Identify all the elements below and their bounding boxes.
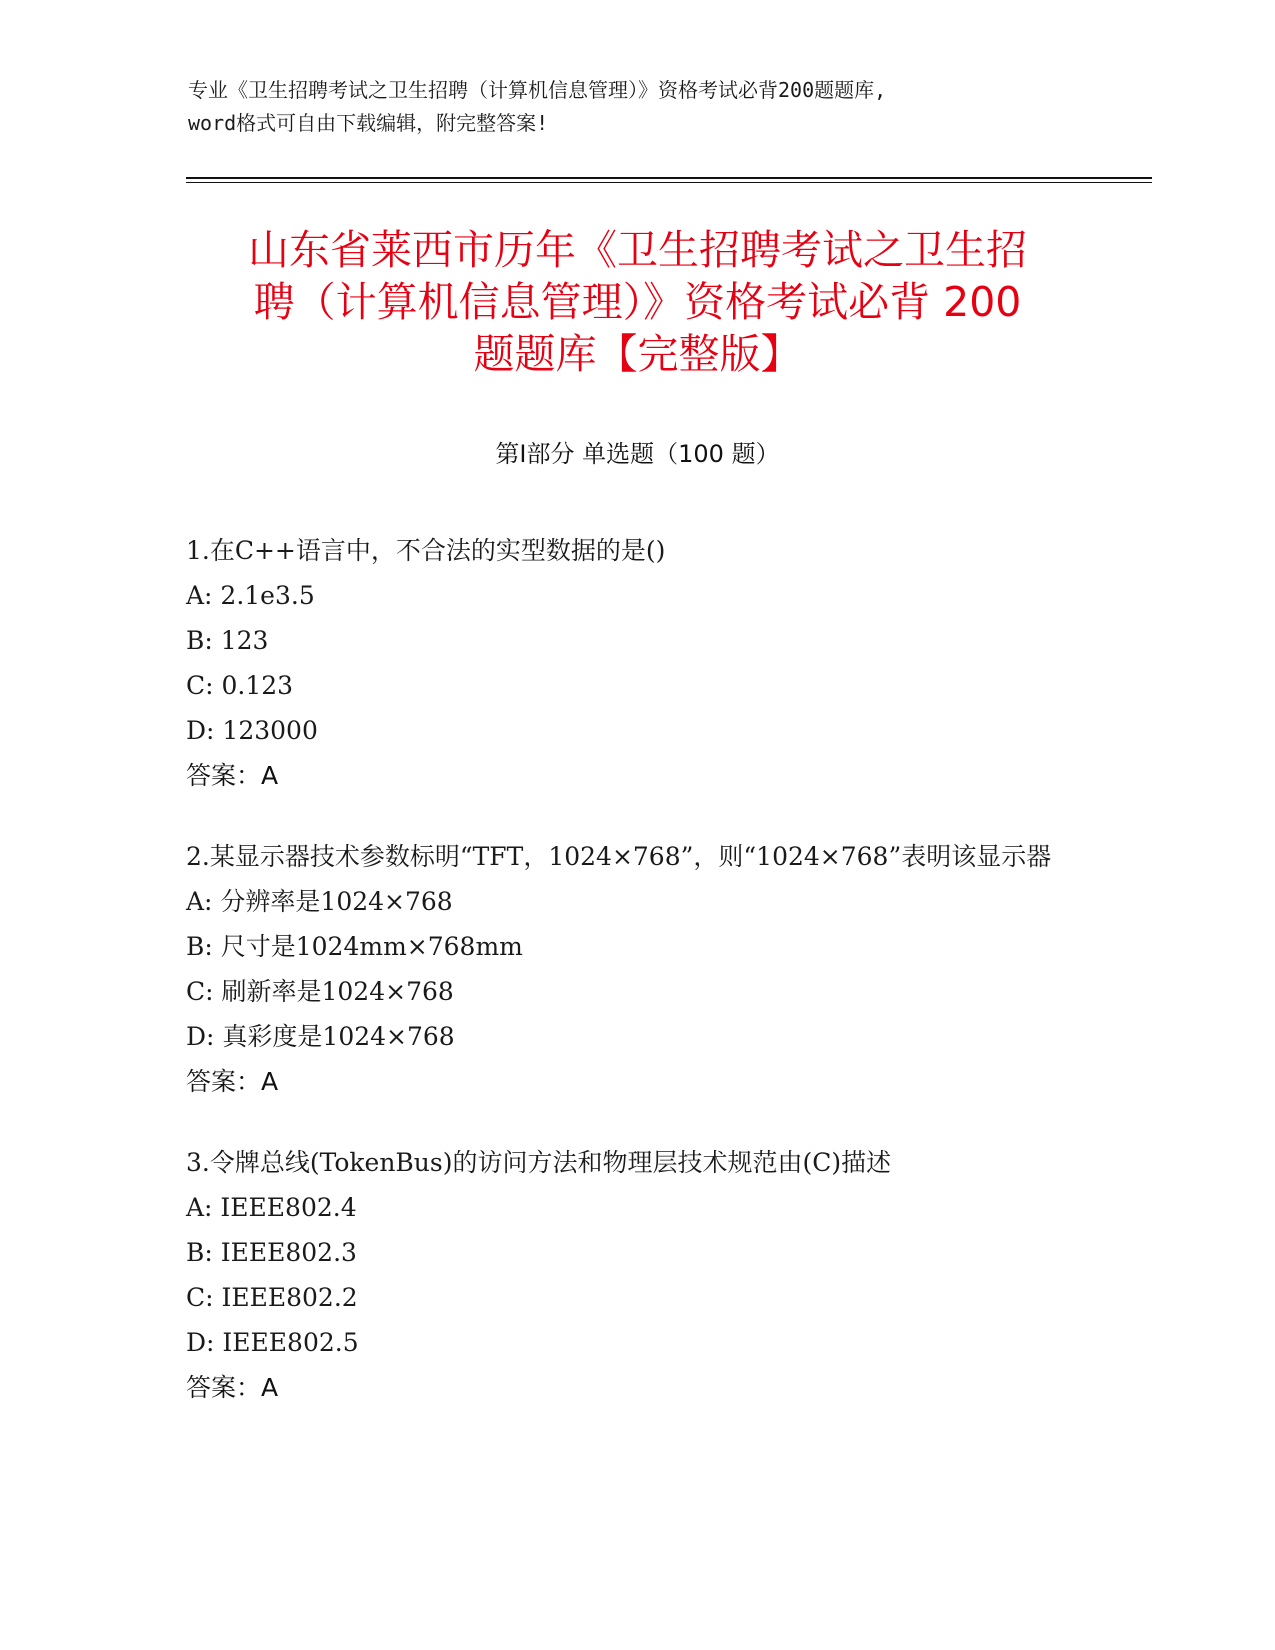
question-option-c: C: 0.123 — [186, 671, 294, 700]
header-note-line-2: word格式可自由下载编辑，附完整答案! — [188, 111, 549, 135]
question-item — [186, 528, 1086, 798]
question-option-c: C: IEEE802.2 — [186, 1283, 358, 1312]
header-note-line-1: 专业《卫生招聘考试之卫生招聘（计算机信息管理）》资格考试必背200题题库, — [188, 78, 887, 102]
document-title-line-1: 山东省莱西市历年《卫生招聘考试之卫生招 — [248, 226, 1027, 274]
question-option-b: B: IEEE802.3 — [186, 1238, 357, 1267]
question-option-b: B: 尺寸是1024mm×768mm — [186, 932, 523, 961]
question-answer: 答案：A — [186, 1067, 279, 1096]
document-title-line-3: 题题库【完整版】 — [473, 330, 802, 378]
document-title-line-2: 聘（计算机信息管理）》资格考试必背 200 — [253, 278, 1022, 326]
header-rule-thin — [186, 182, 1152, 183]
document-title — [180, 224, 1095, 380]
question-option-d: D: 真彩度是1024×768 — [186, 1022, 455, 1051]
section-heading: 第Ⅰ部分 单选题（100 题） — [495, 440, 780, 468]
header-rule-thick — [186, 177, 1152, 179]
question-option-d: D: 123000 — [186, 716, 318, 745]
question-stem: 3.令牌总线(TokenBus)的访问方法和物理层技术规范由(C)描述 — [186, 1148, 892, 1177]
question-stem: 2.某显示器技术参数标明“TFT，1024×768”，则“1024×768”表明该显示器 — [186, 842, 1052, 871]
header-note — [188, 74, 1108, 140]
question-option-a: A: 分辨率是1024×768 — [186, 887, 453, 916]
question-option-b: B: 123 — [186, 626, 269, 655]
question-stem: 1.在C++语言中，不合法的实型数据的是() — [186, 536, 666, 565]
question-list — [186, 528, 1086, 1446]
question-option-a: A: 2.1e3.5 — [186, 581, 315, 610]
question-option-a: A: IEEE802.4 — [186, 1193, 357, 1222]
question-option-d: D: IEEE802.5 — [186, 1328, 359, 1357]
question-answer: 答案：A — [186, 761, 279, 790]
question-item — [186, 1140, 1086, 1410]
question-item — [186, 834, 1086, 1104]
question-option-c: C: 刷新率是1024×768 — [186, 977, 454, 1006]
question-answer: 答案：A — [186, 1373, 279, 1402]
